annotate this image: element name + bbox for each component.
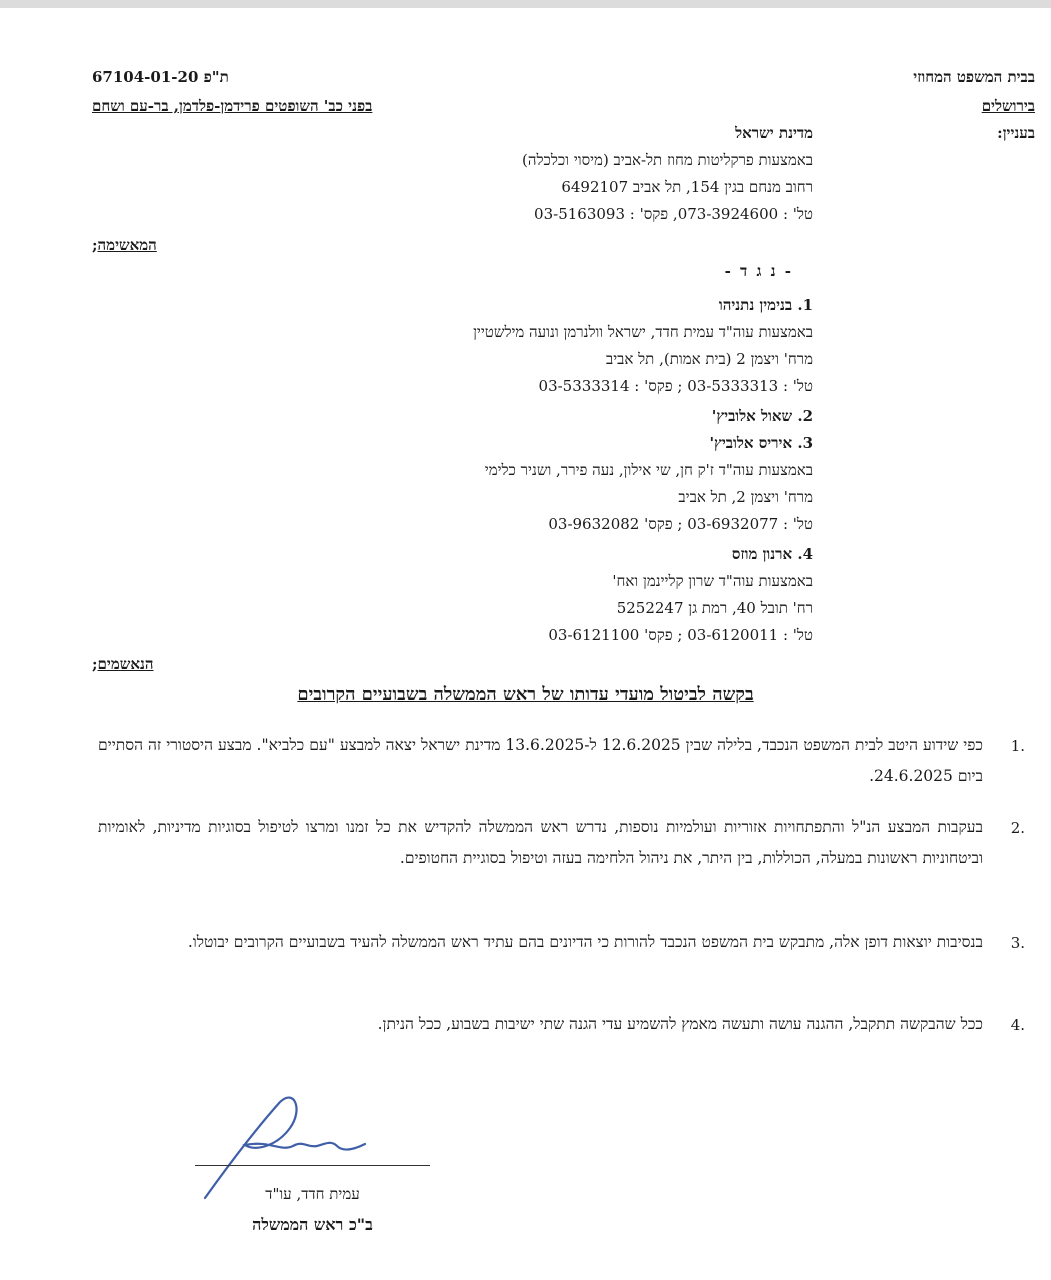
paragraph-number: 4. — [1010, 1016, 1025, 1034]
prosecution-line: טל' : 073-3924600, פקס' : 03-5163093 — [534, 205, 813, 223]
defendant-1-line: באמצעות עוה"ד עמית חדד, ישראל וולנרמן ונועה מילשטיין — [473, 323, 813, 341]
defendant-1-line: טל' : 03-5333313 ; פקס' : 03-5333314 — [538, 377, 813, 395]
defendant-4-name: 4. ארנון מוזס — [731, 545, 813, 563]
signer-name: עמית חדד, עו"ד — [265, 1185, 360, 1203]
defendant-23-line: באמצעות עוה"ד ז'ק חן, שי אילון, נעה פירר, ושניר כלימי — [484, 461, 813, 479]
defendant-4-line: באמצעות עוה"ד שרון קליינמן ואח' — [612, 572, 813, 590]
in-matter-label: בעניין: — [997, 124, 1035, 142]
court-name: בבית המשפט המחוזי — [913, 68, 1035, 86]
court-city: בירושלים — [981, 97, 1035, 115]
paragraph-number: 1. — [1010, 737, 1025, 755]
defendant-3-name: 3. איריס אלוביץ' — [709, 434, 813, 452]
paragraph-number: 2. — [1010, 819, 1025, 837]
judges-panel: בפני כב' השופטים פרידמן-פלדמן, בר-עם ושחם — [92, 97, 373, 115]
defendants-role: הנאשמים; — [92, 655, 154, 673]
paragraph-4: ככל שהבקשה תתקבל, ההגנה עושה ותעשה מאמץ להשמיע עדי הגנה שתי ישיבות בשבוע, ככל הניתן. — [377, 1015, 983, 1033]
prosecution-name: מדינת ישראל — [735, 124, 813, 142]
defendant-1-name: 1. בנימין נתניהו — [718, 296, 813, 314]
prosecution-line: רחוב מנחם בגין 154, תל אביב 6492107 — [561, 178, 813, 196]
defendant-4-line: רח' תובל 40, רמת גן 5252247 — [616, 599, 813, 617]
defendant-2-name: 2. שאול אלוביץ' — [711, 407, 813, 425]
signature-line — [195, 1165, 430, 1166]
versus-label: - נ ג ד - — [724, 262, 793, 280]
paragraph-number: 3. — [1010, 934, 1025, 952]
prosecution-line: באמצעות פרקליטות מחוז תל-אביב (מיסוי וכלכלה) — [522, 151, 813, 169]
paragraph-2: בעקבות המבצע הנ"ל והתפתחויות אזוריות ועולמיות נוספות, נדרש ראש הממשלה להקדיש את כל זמנו ומרצו לטיפול בסוגיות מדיניות, לאומיות וביטחוניות ראשונות במעלה, הכוללות, בין היתר, את ניהול הלחימה בעזה וטיפול בסוגיית החטופים. — [98, 818, 983, 867]
request-title: בקשה לביטול מועדי עדותו של ראש הממשלה בשבועיים הקרובים — [297, 684, 754, 705]
case-type-label: ת"פ — [203, 68, 229, 86]
defendant-4-line: טל' : 03-6120011 ; פקס' 03-6121100 — [548, 626, 813, 644]
defendant-23-line: טל' : 03-6932077 ; פקס' 03-9632082 — [548, 515, 813, 533]
signer-role: ב"כ ראש הממשלה — [252, 1215, 373, 1234]
case-number-line — [92, 68, 229, 87]
top-border — [0, 0, 1051, 8]
prosecution-role: המאשימה; — [92, 236, 157, 254]
paragraph-1: כפי שידוע היטב לבית המשפט הנכבד, בלילה שבין 12.6.2025 ל-13.6.2025 מדינת ישראל יצאה למבצע "עם כלביא". מבצע היסטורי זה הסתיים ביום 24.6.2025. — [98, 736, 984, 785]
case-number: 67104-01-20 — [92, 68, 199, 86]
defendant-23-line: מרח' ויצמן 2, תל אביב — [678, 488, 813, 506]
defendant-1-line: מרח' ויצמן 2 (בית אמות), תל אביב — [606, 350, 813, 368]
paragraph-3: בנסיבות יוצאות דופן אלה, מתבקש בית המשפט הנכבד להורות כי הדיונים בהם עתיד ראש הממשלה להעיד בשבועיים הקרובים יבוטלו. — [187, 933, 983, 951]
